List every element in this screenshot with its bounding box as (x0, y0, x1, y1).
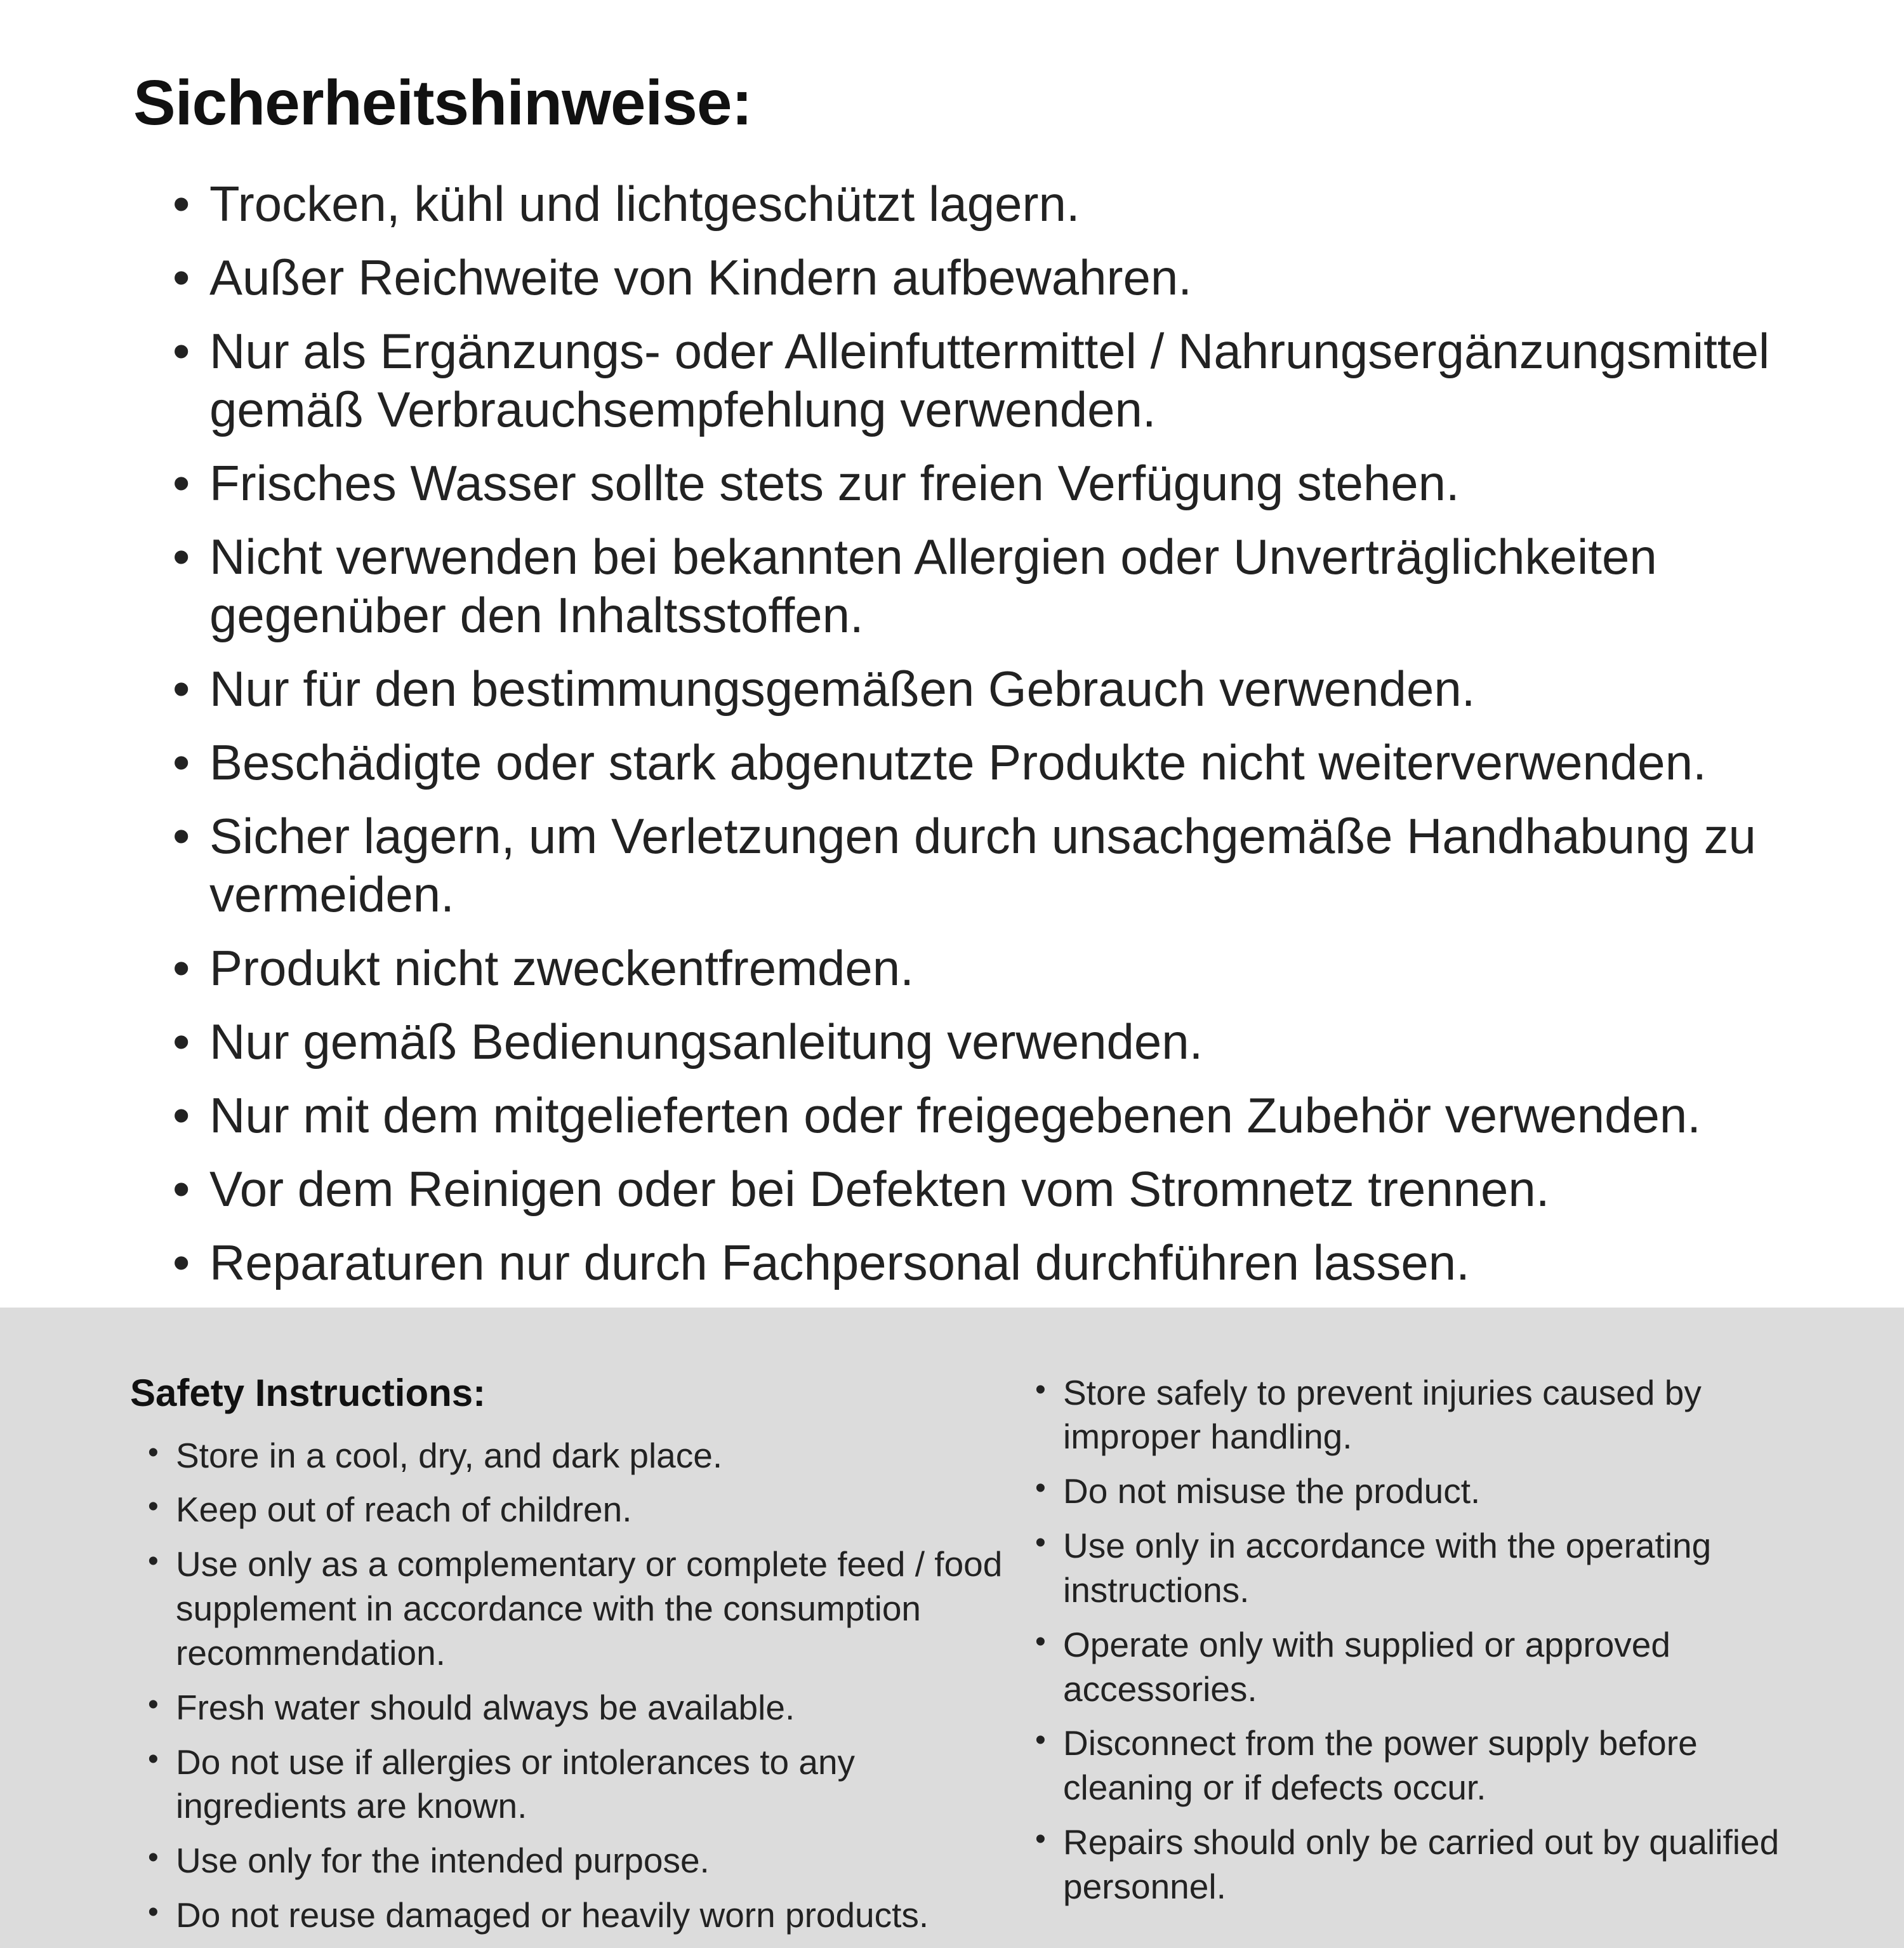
list-item: • Nicht verwenden bei bekannten Allergien oder Unverträglichkeiten gegenüber den Inhaltsstoffen. (173, 527, 1815, 644)
english-section-title: Safety Instructions: (130, 1371, 486, 1414)
english-right-column (1019, 1371, 1809, 1948)
list-item: • Use only in accordance with the operating instructions. (1031, 1524, 1809, 1613)
list-item: • Repairs should only be carried out by qualified personnel. (1031, 1820, 1809, 1909)
list-item: • Vor dem Reinigen oder bei Defekten vom Stromnetz trennen. (173, 1160, 1815, 1218)
list-item: • Fresh water should always be available. (144, 1686, 1019, 1730)
list-item: • Do not misuse the product. (1031, 1469, 1809, 1514)
list-item: • Keep out of reach of children. (144, 1488, 1019, 1532)
list-item: • Nur mit dem mitgelieferten oder freigegebenen Zubehör verwenden. (173, 1086, 1815, 1144)
list-item: • Nur als Ergänzungs- oder Alleinfuttermittel / Nahrungsergänzungsmittel gemäß Verbrauchsempfehlung verwenden. (173, 322, 1815, 439)
list-item: • Disconnect from the power supply before cleaning or if defects occur. (1031, 1721, 1809, 1810)
german-safety-list (133, 175, 1815, 1292)
list-item: • Nur für den bestimmungsgemäßen Gebrauch verwenden. (173, 659, 1815, 718)
list-item: • Store safely to prevent injuries caused by improper handling. (1031, 1371, 1809, 1460)
list-item: • Reparaturen nur durch Fachpersonal durchführen lassen. (173, 1233, 1815, 1292)
list-item: • Do not use if allergies or intolerances to any ingredients are known. (144, 1740, 1019, 1829)
english-safety-list-left (130, 1434, 1019, 1938)
list-item: • Use only as a complementary or complete feed / food supplement in accordance with the consumption recommendation. (144, 1542, 1019, 1676)
english-safety-list-right (1031, 1371, 1809, 1909)
german-section-title: Sicherheitshinweise: (133, 67, 752, 138)
list-item: • Produkt nicht zweckentfremden. (173, 939, 1815, 997)
english-left-column (130, 1371, 1019, 1948)
list-item: • Do not reuse damaged or heavily worn products. (144, 1893, 1019, 1938)
list-item: • Trocken, kühl und lichtgeschützt lagern. (173, 175, 1815, 233)
list-item: • Use only for the intended purpose. (144, 1839, 1019, 1883)
list-item: • Operate only with supplied or approved accessories. (1031, 1623, 1809, 1712)
english-safety-section (0, 1308, 1904, 1948)
list-item: • Außer Reichweite von Kindern aufbewahren. (173, 248, 1815, 307)
list-item: • Nur gemäß Bedienungsanleitung verwenden. (173, 1012, 1815, 1071)
list-item: • Sicher lagern, um Verletzungen durch unsachgemäße Handhabung zu vermeiden. (173, 807, 1815, 924)
list-item: • Beschädigte oder stark abgenutzte Produkte nicht weiterverwenden. (173, 733, 1815, 792)
list-item: • Frisches Wasser sollte stets zur freien Verfügung stehen. (173, 454, 1815, 512)
list-item: • Store in a cool, dry, and dark place. (144, 1434, 1019, 1478)
